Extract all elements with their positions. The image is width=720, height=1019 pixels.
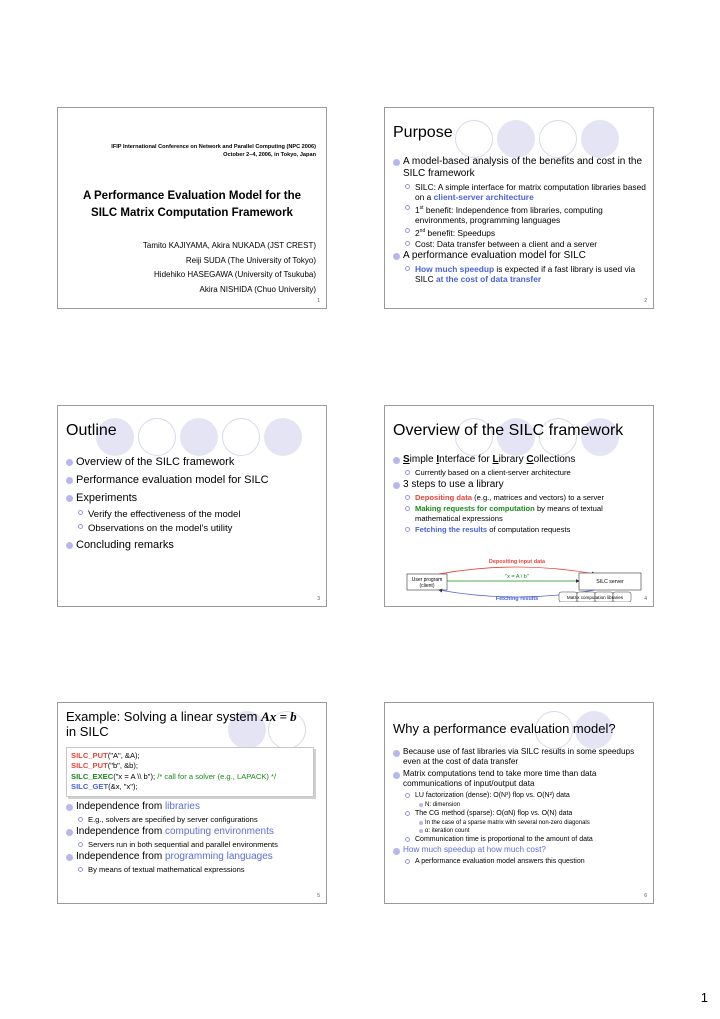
sub-bullet: A performance evaluation model answers this question <box>393 857 647 866</box>
slide-number: 3 <box>317 596 320 602</box>
bullet: Simple Interface for Library Collections <box>393 454 647 466</box>
slide-body <box>393 747 647 867</box>
sub-bullet: Depositing data (e.g., matrices and vectors) to a server <box>393 493 647 503</box>
code-line: SILC_PUT("A", &A); <box>71 751 140 760</box>
slide-body <box>393 156 647 285</box>
slide-number: 6 <box>644 893 647 899</box>
sub-bullet: Fetching the results of computation requests <box>393 525 647 535</box>
sub-bullet: SILC: A simple interface for matrix computation libraries based on a client-server architecture <box>393 182 647 202</box>
conference-dates: October 2–4, 2006, in Tokyo, Japan <box>223 152 316 158</box>
slide-1 <box>57 107 327 309</box>
code-line: SILC_EXEC("x = A \\ b"); /* call for a solver (e.g., LAPACK) */ <box>71 771 277 781</box>
sub-sub-bullet: α: iteration count <box>393 827 647 835</box>
fetch-label: Fetching results <box>495 596 539 602</box>
sub-bullet: Making requests for computation by means of textual mathematical expressions <box>393 504 647 524</box>
sub-bullet: LU factorization (dense): O(N³) flop vs. O(N²) data <box>393 791 647 800</box>
svg-text:User program: User program <box>411 577 443 583</box>
slide-number: 5 <box>317 893 320 899</box>
outline-item: Performance evaluation model for SILC <box>66 474 320 487</box>
slide-title: Outline <box>66 422 117 439</box>
slide-3 <box>57 405 327 607</box>
bullet: Matrix computations tend to take more time than data communications of input/output data <box>393 769 647 789</box>
bullet: Independence from computing environments <box>66 826 320 838</box>
sub-bullet: 1st benefit: Independence from libraries, computing environments, programming languages <box>393 203 647 225</box>
sub-bullet: Currently based on a client-server architecture <box>393 468 647 478</box>
libraries-label: Matrix computation libraries <box>566 595 624 600</box>
sub-bullet: By means of textual mathematical expressions <box>66 865 320 875</box>
deposit-label: Depositing input data <box>488 559 546 565</box>
slide-title: Example: Solving a linear system Ax = b in SILC <box>66 709 297 739</box>
sub-bullet: Cost: Data transfer between a client and a server <box>393 239 647 249</box>
client-server-diagram <box>399 558 647 602</box>
slide1-title-line2: SILC Matrix Computation Framework <box>91 207 293 219</box>
author-2: Reiji SUDA (The University of Tokyo) <box>185 256 316 265</box>
request-label: "x = A \ b" <box>505 574 529 580</box>
sub-bullet: The CG method (sparse): O(αN) flop vs. O(N) data <box>393 809 647 818</box>
bullet: A model-based analysis of the benefits and cost in the SILC framework <box>393 156 647 180</box>
slide1-title-line1: A Performance Evaluation Model for the <box>82 190 302 202</box>
slide-title: Purpose <box>393 124 453 141</box>
bullet: Independence from libraries <box>66 801 320 813</box>
slide-5 <box>57 702 327 904</box>
sub-bullet: How much speedup is expected if a fast library is used via SILC at the cost of data transfer <box>393 264 647 284</box>
slide-number: 4 <box>644 596 647 602</box>
page-number: 1 <box>700 990 708 1005</box>
slide-title: Overview of the SILC framework <box>393 422 624 439</box>
outline-item: Concluding remarks <box>66 539 320 552</box>
author-1: Tamito KAJIYAMA, Akira NUKADA (JST CREST) <box>142 241 316 250</box>
outline-item: Experiments <box>66 492 320 505</box>
slide-4 <box>384 405 654 607</box>
slide-title: Why a performance evaluation model? <box>393 721 616 736</box>
sub-sub-bullet: N: dimension <box>393 801 647 809</box>
slide-6 <box>384 702 654 904</box>
author-3: Hidehiko HASEGAWA (University of Tsukuba) <box>154 270 316 279</box>
code-line: SILC_PUT("b", &b); <box>71 761 139 771</box>
code-example <box>66 747 314 797</box>
sub-bullet: 2nd benefit: Speedups <box>393 226 647 238</box>
bullet: A performance evaluation model for SILC <box>393 250 647 262</box>
svg-text:(client): (client) <box>419 583 435 589</box>
outline-subitem: Observations on the model's utility <box>66 522 320 535</box>
outline-subitem: Verify the effectiveness of the model <box>66 508 320 521</box>
sub-bullet: E.g., solvers are specified by server configurations <box>66 815 320 825</box>
author-4: Akira NISHIDA (Chuo University) <box>199 285 316 294</box>
code-line: SILC_GET(&x, "x"); <box>71 782 138 792</box>
sub-bullet: Communication time is proportional to the amount of data <box>393 835 647 844</box>
outline-item: Overview of the SILC framework <box>66 456 320 469</box>
bullet: Because use of fast libraries via SILC results in some speedups even at the cost of data transfer <box>393 747 647 767</box>
bullet: 3 steps to use a library <box>393 479 647 491</box>
slide-number: 1 <box>317 298 320 304</box>
sub-bullet: Servers run in both sequential and parallel environments <box>66 840 320 850</box>
slide-2 <box>384 107 654 309</box>
slide-number: 2 <box>644 298 647 304</box>
slide-body <box>393 454 647 536</box>
slide-body <box>66 456 320 554</box>
conference-line: IFIP International Conference on Network and Parallel Computing (NPC 2006) <box>111 144 316 150</box>
bullet: How much speedup at how much cost? <box>393 845 647 855</box>
slide-body <box>66 801 320 876</box>
sub-sub-bullet: In the case of a sparse matrix with several non-zero diagonals <box>393 819 647 827</box>
bullet: Independence from programming languages <box>66 851 320 863</box>
svg-text:SILC server: SILC server <box>596 579 624 585</box>
